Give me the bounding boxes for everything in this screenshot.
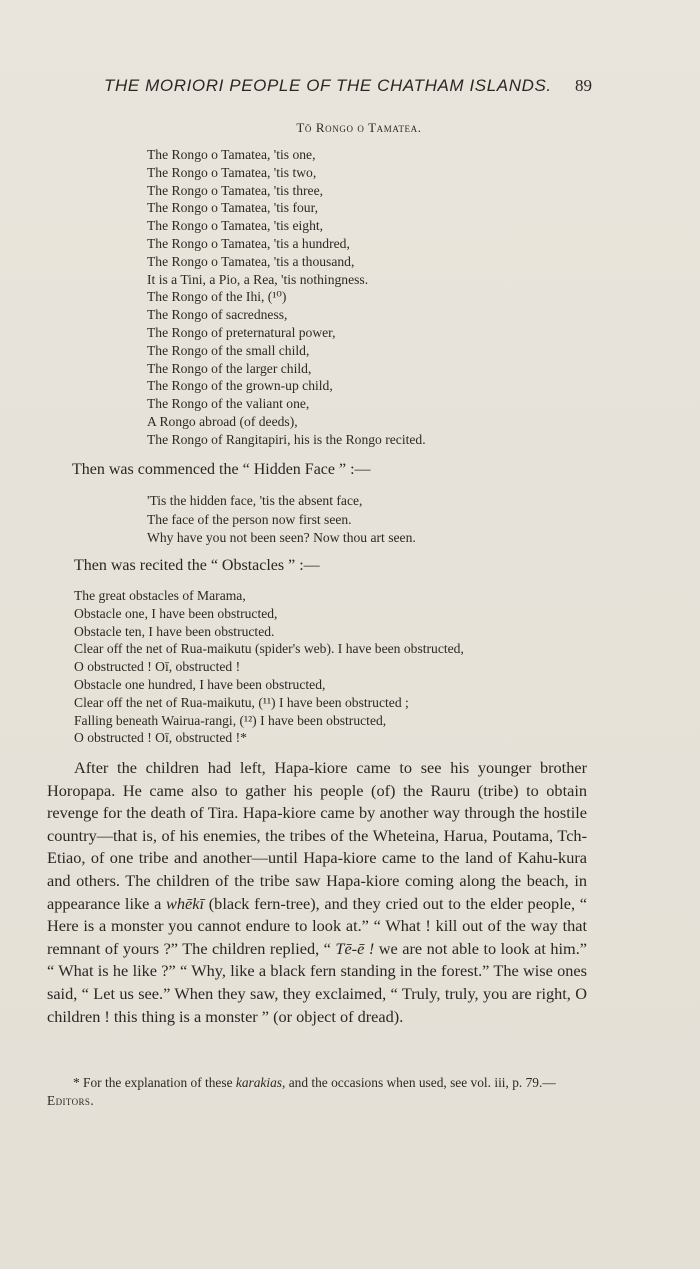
hidden-face-verse [147, 492, 416, 548]
verse-line: The Rongo o Tamatea, 'tis four, [147, 200, 318, 216]
verse-line: The great obstacles of Marama, [74, 588, 246, 603]
verse-line: It is a Tini, a Pio, a Rea, 'tis nothingness. [147, 271, 369, 287]
verse-line: Obstacle one, I have been obstructed, [74, 605, 278, 621]
narrative-paragraph [47, 757, 587, 1028]
verse-line: The Rongo o Tamatea, 'tis eight, [147, 218, 324, 234]
verse-line: The Rongo o Tamatea, 'tis a hundred, [147, 235, 350, 251]
verse-line: O obstructed ! Oī, obstructed !* [74, 730, 247, 746]
footnote-word-karakias: karakias [235, 1075, 283, 1090]
page-number: 89 [575, 76, 592, 95]
obstacles-intro: Then was recited the “ Obstacles ” :— [74, 557, 320, 574]
verse-line: The face of the person now first seen. [147, 511, 352, 527]
verse-line: O obstructed ! Oī, obstructed ! [74, 659, 241, 675]
verse-line: Obstacle ten, I have been obstructed. [74, 623, 275, 639]
verse-line: Why have you not been seen? Now thou art seen. [147, 530, 416, 545]
verse-line: Obstacle one hundred, I have been obstructed, [74, 676, 326, 692]
poem-title-text: Tō Rongo o Tamatea. [296, 120, 422, 135]
verse-line: 'Tis the hidden face, 'tis the absent face, [147, 493, 363, 508]
footnote-signature: Editors. [47, 1093, 95, 1108]
obstacles-verse [74, 587, 464, 747]
running-title: THE MORIORI PEOPLE OF THE CHATHAM ISLANDS. [104, 76, 552, 95]
narrative-text-1: After the children had left, Hapa-kiore came to see his younger brother Horopapa. He came also to gather his people (of) the Rauru (tribe) to obtain revenge for the death of Tira. Hapa-kiore came by another way through the hostile country—that is, of his enemies, the tribes of the Wheteina, Harua, Poutama, Tch-Etiao, of one tribe and another—until Hapa-kiore came to the land of Kahu-kura and others. The children of the tribe saw Hapa-kiore coming along the beach, in appearance like a [47, 758, 587, 913]
verse-line: The Rongo o Tamatea, 'tis two, [147, 164, 317, 180]
verse-line: The Rongo of the valiant one, [147, 396, 310, 412]
verse-line: A Rongo abroad (of deeds), [147, 413, 298, 429]
verse-line: Clear off the net of Rua-maikutu (spider's web). I have been obstructed, [74, 641, 464, 657]
verse-line: The Rongo of the small child, [147, 342, 310, 358]
narrative-word-tee: Tē-ē ! [335, 938, 375, 958]
footnote-text-2: , and the occasions when used, see vol. iii, p. 79.— [282, 1075, 556, 1090]
verse-line: The Rongo o Tamatea, 'tis three, [147, 182, 324, 198]
verse-line: The Rongo o Tamatea, 'tis one, [147, 147, 316, 162]
narrative-text-2: (black fern-tree), and they cried out to the elder people, “ Here is a monster you cannot endure to look at.” “ What ! kill out of the way that remnant of yours ?” The children replied, “ [47, 893, 587, 958]
narrative-text-3: we are not able to look at him.” “ What is he like ?” “ Why, like a black fern standing in the forest.” The wise ones said, “ Let us see.” When they saw, they exclaimed, “ Truly, truly, you are right, O children ! this thing is a monster ” (or object of dread). [47, 938, 588, 1026]
verse-line: The Rongo of preternatural power, [147, 324, 336, 340]
verse-line: The Rongo o Tamatea, 'tis a thousand, [147, 253, 355, 269]
verse-line: The Rongo of sacredness, [147, 307, 288, 323]
verse-line: The Rongo of the larger child, [147, 360, 312, 376]
footnote [47, 1074, 587, 1110]
hidden-face-intro: Then was commenced the “ Hidden Face ” :— [72, 461, 371, 478]
verse-line: The Rongo of Rangitapiri, his is the Rongo recited. [147, 431, 426, 447]
verse-line: The Rongo of the grown-up child, [147, 378, 333, 394]
verse-line: The Rongo of the Ihi, (¹⁰) [147, 289, 287, 305]
narrative-word-wheki: whēkī [166, 893, 205, 913]
footnote-text-1: * For the explanation of these [73, 1075, 236, 1090]
verse-line: Clear off the net of Rua-maikutu, (¹¹) I have been obstructed ; [74, 694, 409, 710]
verse-line: Falling beneath Wairua-rangi, (¹²) I have been obstructed, [74, 712, 387, 728]
running-head [104, 76, 596, 102]
rongo-verse [147, 146, 426, 449]
poem-title [0, 120, 700, 136]
